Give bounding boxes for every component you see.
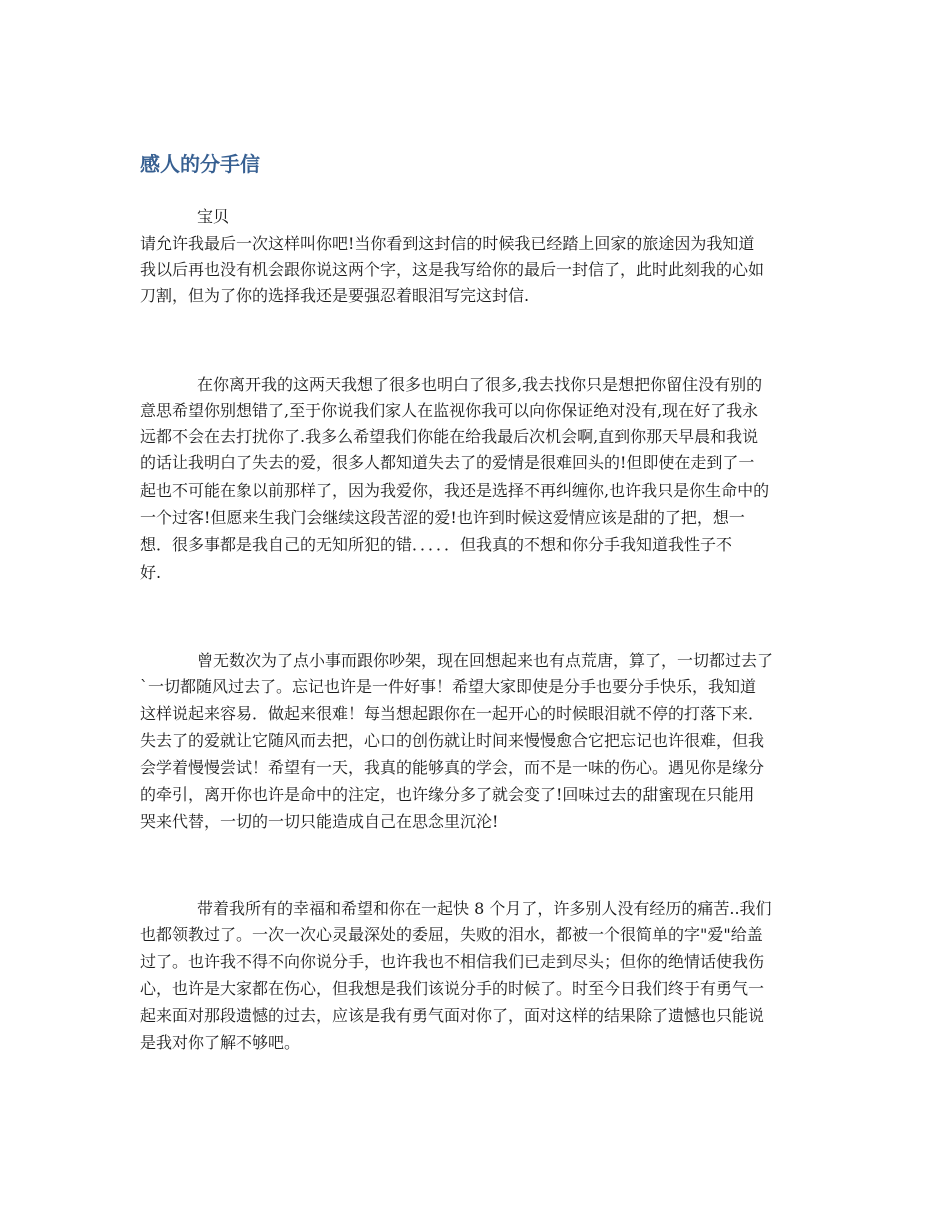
paragraph-2-line: 在你离开我的这两天我想了很多也明白了很多,我去找你只是想把你留住没有别的 [197, 375, 763, 394]
paragraph-3-line: 的牵引，离开你也许是命中的注定，也许缘分多了就会变了!回味过去的甜蜜现在只能用 [140, 785, 755, 804]
paragraph-2-line: 起也不可能在象以前那样了，因为我爱你，我还是选择不再纠缠你,也许我只是你生命中的 [140, 481, 770, 500]
paragraph-3-line: `一切都随风过去了。忘记也许是一件好事！希望大家即使是分手也要分手快乐，我知道 [140, 677, 757, 696]
paragraph-1-line: 请允许我最后一次这样叫你吧!当你看到这封信的时候我已经踏上回家的旅途因为我知道 [140, 234, 755, 253]
paragraph-4-line: 带着我所有的幸福和希望和你在一起快 8 个月了，许多别人没有经历的痛苦..我们 [197, 899, 772, 918]
paragraph-2-line: 好. [140, 563, 162, 582]
paragraph-4-line: 也都领教过了。一次一次心灵最深处的委屈，失败的泪水，都被一个很简单的字"爱"给盖 [140, 925, 763, 944]
paragraph-4-line: 过了。也许我不得不向你说分手，也许我也不相信我们已走到尽头；但你的绝情话使我伤 [140, 952, 765, 971]
paragraph-2-line: 一个过客!但愿来生我门会继续这段苦涩的爱!也许到时候这爱情应该是甜的了把，想一 [140, 508, 745, 527]
paragraph-2-line: 意思希望你别想错了,至于你说我们家人在监视你我可以向你保证绝对没有,现在好了我永 [140, 401, 759, 420]
page-title: 感人的分手信 [140, 152, 260, 176]
paragraph-4-line: 是我对你了解不够吧。 [140, 1033, 301, 1052]
paragraph-3-line: 曾无数次为了点小事而跟你吵架，现在回想起来也有点荒唐，算了，一切都过去了 [197, 651, 774, 670]
paragraph-4-line: 起来面对那段遗憾的过去，应该是我有勇气面对你了，面对这样的结果除了遗憾也只能说 [140, 1006, 765, 1025]
paragraph-3-line: 会学着慢慢尝试！希望有一天，我真的能够真的学会，而不是一味的伤心。遇见你是缘分 [140, 758, 765, 777]
paragraph-1-line: 我以后再也没有机会跟你说这两个字，这是我写给你的最后一封信了，此时此刻我的心如 [140, 260, 765, 279]
paragraph-2-line: 想．很多事都是我自己的无知所犯的错．．．．．但我真的不想和你分手我知道我性子不 [140, 535, 733, 554]
paragraph-4-line: 心，也许是大家都在伤心，但我想是我们该说分手的时候了。时至今日我们终于有勇气一 [140, 979, 765, 998]
paragraph-1-line: 刀割，但为了你的选择我还是要强忍着眼泪写完这封信. [140, 286, 530, 305]
paragraph-3-line: 这样说起来容易．做起来很难！每当想起跟你在一起开心的时候眼泪就不停的打落下来． [140, 704, 765, 723]
paragraph-3-line: 哭来代替，一切的一切只能造成自己在思念里沉沦! [140, 812, 499, 831]
paragraph-2-line: 远都不会在去打扰你了.我多么希望我们你能在给我最后次机会啊,直到你那天早晨和我说 [140, 427, 759, 446]
salutation: 宝贝 [197, 207, 230, 226]
paragraph-2-line: 的话让我明白了失去的爱，很多人都知道失去了的爱情是很难回头的!但即使在走到了一 [140, 453, 755, 472]
paragraph-3-line: 失去了的爱就让它随风而去把，心口的创伤就让时间来慢慢愈合它把忘记也许很难，但我 [140, 731, 765, 750]
